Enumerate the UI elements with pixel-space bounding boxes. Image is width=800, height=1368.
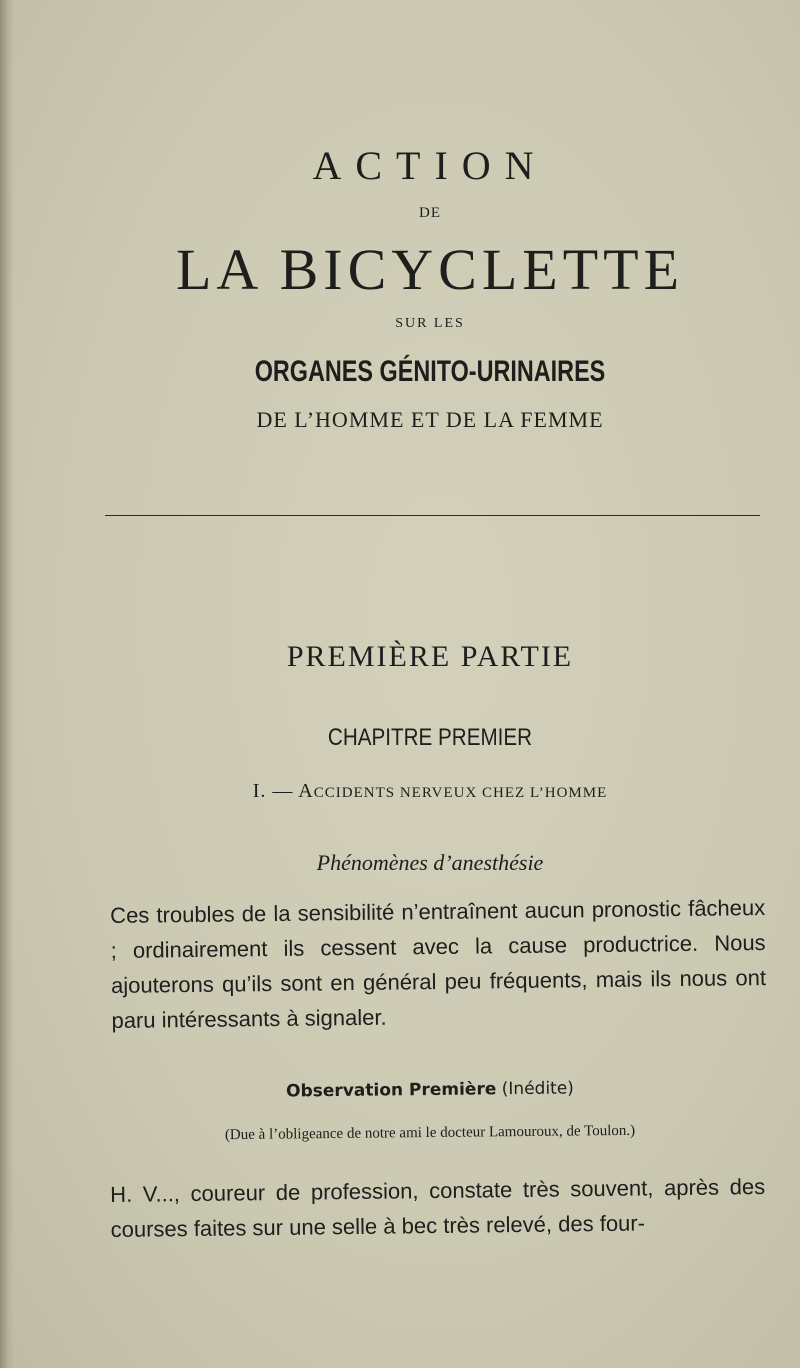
chapter-heading: CHAPITRE PREMIER <box>327 724 533 751</box>
paragraph-1: Ces troubles de la sensibilité n’entraînent aucun pronostic fâcheux ; ordinairement ils cessent avec la cause productrice. Nous ajouterons qu’ils sont en général peu fréquents, mais ils nous ont paru intéressants à signaler. <box>110 894 767 1033</box>
title-bicyclette: LA BICYCLETTE <box>175 237 684 302</box>
subsection-heading: Phénomènes d’anesthésie <box>316 850 544 875</box>
title-sur-les: SUR LES <box>395 316 465 331</box>
observation-credit: (Due à l’obligeance de notre ami le docteur Lamouroux, de Toulon.) <box>224 1122 636 1144</box>
divider-rule <box>105 515 760 516</box>
observation-heading <box>0 1075 800 1104</box>
observation-title: Observation Première <box>286 1079 497 1102</box>
title-homme-femme: DE L’HOMME ET DE LA FEMME <box>256 407 604 432</box>
observation-note: (Inédite) <box>501 1078 574 1100</box>
title-organes: ORGANES GÉNITO-URINAIRES <box>254 355 606 388</box>
section-prefix: I. — A <box>252 780 314 802</box>
part-heading: PREMIÈRE PARTIE <box>286 640 574 673</box>
paragraph-2: H. V..., coureur de profession, constate très souvent, après des courses faites sur une selle à bec très relevé, des four- <box>110 1173 766 1242</box>
title-action: ACTION <box>312 143 548 188</box>
section-rest: CCIDENTS NERVEUX CHEZ L’HOMME <box>313 785 608 801</box>
section-heading <box>0 780 800 803</box>
title-de: DE <box>419 205 441 221</box>
